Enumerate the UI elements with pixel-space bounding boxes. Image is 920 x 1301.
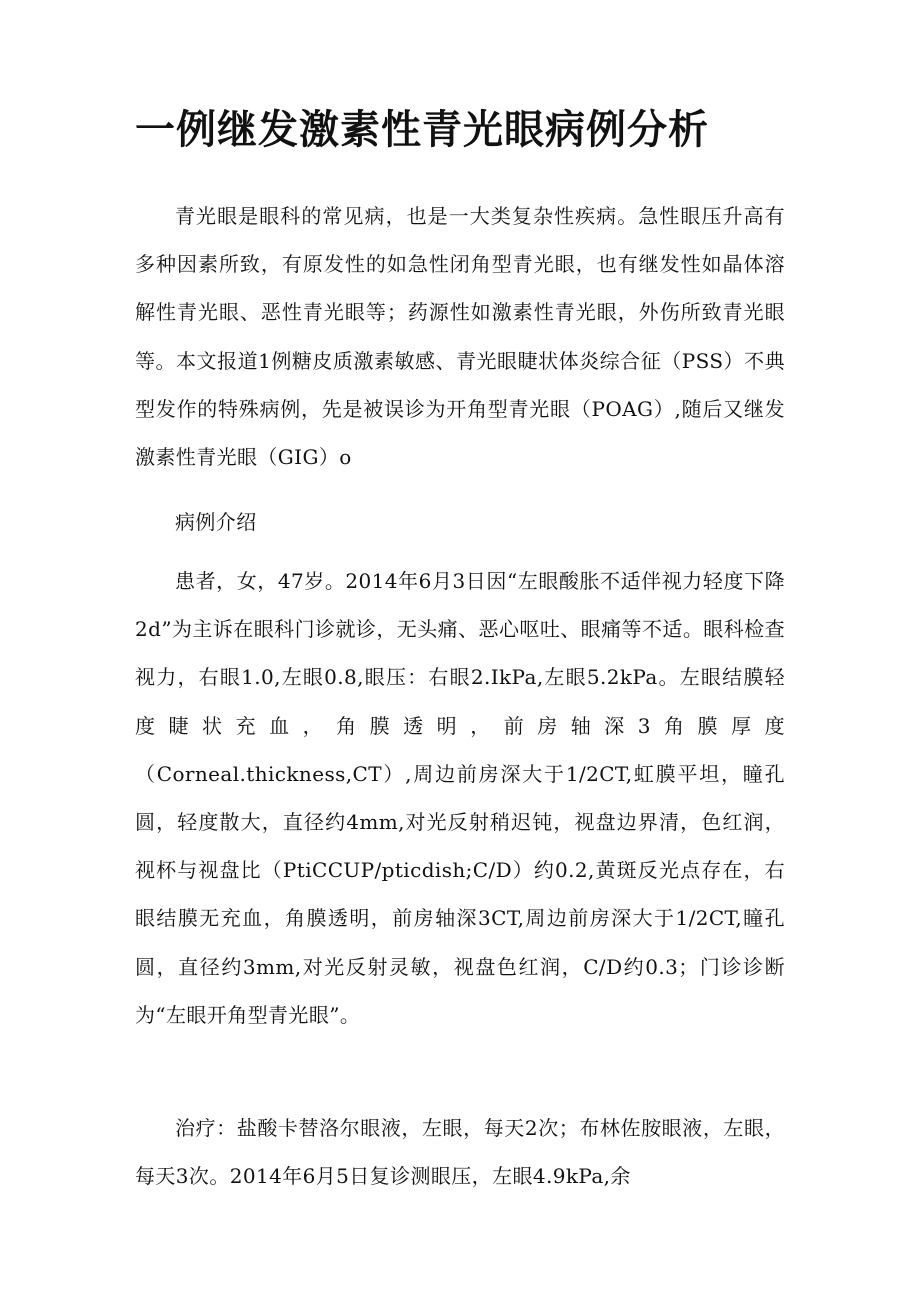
treatment-paragraph: 治疗：盐酸卡替洛尔眼液，左眼，每天2次；布林佐胺眼液，左眼，每天3次。2014年6月5日复诊测眼压，左眼4.9kPa,余 xyxy=(135,1116,785,1189)
case-description-paragraph: 患者，女，47岁。2014年6月3日因“左眼酸胀不适伴视力轻度下降2d”为主诉在眼科门诊就诊，无头痛、恶心呕吐、眼痛等不适。眼科检查视力，右眼1.0,左眼0.8,眼压：右眼2.IkPa,左眼5.2kPa。左眼结膜轻度睫状充血，角膜透明，前房轴深3角膜厚度（Corneal.thickness,CT）,周边前房深大于1/2CT,虹膜平坦，瞳孔圆，轻度散大，直径约4mm,对光反射稍迟钝，视盘边界清，色红润，视杯与视盘比（PtiCCUP/pticdish;C/D）约0.2,黄斑反光点存在，右眼结膜无充血，角膜透明，前房轴深3CT,周边前房深大于1/2CT,瞳孔圆，直径约3mm,对光反射灵敏，视盘色红润，C/D约0.3；门诊诊断为“左眼开角型青光眼”。 xyxy=(135,569,785,1027)
intro-paragraph: 青光眼是眼科的常见病，也是一大类复杂性疾病。急性眼压升高有多种因素所致，有原发性的如急性闭角型青光眼，也有继发性如晶体溶解性青光眼、恶性青光眼等；药源性如激素性青光眼，外伤所致青光眼等。本文报道1例糖皮质激素敏感、青光眼睫状体炎综合征（PSS）不典型发作的特殊病例，先是被误诊为开角型青光眼（POAG）,随后又继发激素性青光眼（GIG）o xyxy=(135,204,785,470)
section-heading-case-intro: 病例介绍 xyxy=(175,510,257,534)
document-title: 一例继发激素性青光眼病例分析 xyxy=(135,107,709,153)
